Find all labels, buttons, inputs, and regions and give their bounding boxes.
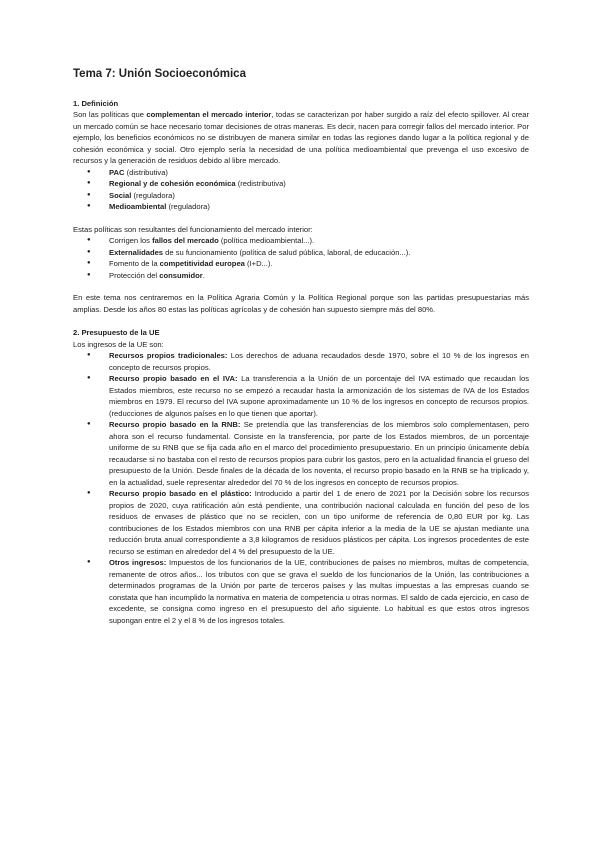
section-1-paragraph-1: Son las políticas que complementan el mercado interior, todas se caracterizan por haber surgido a raíz del efecto spillover. Al crear un mercado común se hace necesario tomar decisiones de otras maneras. Es decir, nacen para corregir fallos del mercado interior. Por ejemplo, los beneficios económicos no se distribuyen de manera similar en todas las regiones dando lugar a la política regional y de cohesión económica y social. Otro ejemplo sería la necesidad de una política medioambiental que prevenga el uso excesivo de recursos y la generación de residuos debido al libre mercado. (73, 110, 529, 166)
list-item: ● Medioambiental (reguladora) (73, 201, 529, 213)
section-1-paragraph-3: En este tema nos centraremos en la Política Agraria Común y la Política Regional porque son las partidas presupuestarias más amplias. Desde los años 80 estas las políticas agrícolas y de cohesión han supuesto siempre más del 80%. (73, 293, 529, 314)
list-item: ● Recurso propio basado en el IVA: La transferencia a la Unión de un porcentaje del IVA estimado que recaudan los Estados miembros, este recurso no se empezó a recaudar hasta la armonización de los sistemas de IVA de los Estados miembros en 1979. El recurso del IVA supone aproximadamente un 10 % de los ingresos en concepto de recursos propios. (reducciones de algunos países en lo que tienen que aportar). (73, 373, 529, 419)
list-item: ● Recurso propio basado en la RNB: Se pretendía que las transferencias de los miembros solo complementasen, pero ahora son el recurso fundamental. Consiste en la transferencia, por parte de los Estados miembros, de un porcentaje uniforme de su RNB que se fija cada año en el marco del procedimiento presupuestario. En un principio únicamente debía recaudarse si no bastaba con el resto de recursos propios para cubrir los gastos, pero en la actualidad financia el grueso del presupuesto de la Unión. Desde finales de la década de los noventa, el recurso propio basado en la RNB se ha triplicado y, en la actualidad, suele representar alrededor del 70 % de los ingresos en concepto de recursos propios. (73, 419, 529, 488)
section-2-heading: 2. Presupuesto de la UE (73, 328, 160, 338)
list-item: ● Recursos propios tradicionales: Los derechos de aduana recaudados desde 1970, sobre el 10 % de los ingresos en concepto de recursos propios. (73, 350, 529, 373)
list-item: ● Social (reguladora) (73, 190, 529, 202)
section-2-intro: Los ingresos de la UE son: (73, 339, 164, 349)
document-page (73, 68, 529, 626)
list-item: ● Externalidades de su funcionamiento (política de salud pública, laboral, de educación...). (73, 247, 529, 259)
section-1-heading: 1. Definición (73, 99, 119, 108)
policy-types-list (73, 167, 529, 213)
list-item: ● Protección del consumidor. (73, 270, 529, 282)
list-item: ● Fomento de la competitividad europea (I+D...). (73, 258, 529, 270)
eu-revenue-list (73, 350, 529, 626)
list-item: ● PAC (distributiva) (73, 167, 529, 179)
document-title: Tema 7: Unión Socioeconómica (73, 68, 246, 80)
list-item: ● Otros ingresos: Impuestos de los funcionarios de la UE, contribuciones de países no miembros, multas de competencia, remanente de otros años... los tributos con que se grava el sueldo de los funcionarios de la Unión, las contribuciones a determinados programas de la Unión por parte de terceros países y las multas impuestas a las empresas cuando se constata que han incumplido la normativa en materia de competencia u otras normas. El saldo de cada ejercicio, en caso de excedente, se consigna como ingreso en el presupuesto del año siguiente. Lo habitual es que estos otros ingresos supongan entre el 2 y el 8 % de los ingresos totales. (73, 557, 529, 626)
list-item: ● Corrigen los fallos del mercado (política medioambiental...). (73, 235, 529, 247)
market-functions-list (73, 235, 529, 281)
list-item: ● Regional y de cohesión económica (redistributiva) (73, 178, 529, 190)
section-1-paragraph-2: Estas políticas son resultantes del funcionamiento del mercado interior: (73, 224, 313, 234)
list-item: ● Recurso propio basado en el plástico: Introducido a partir del 1 de enero de 2021 por la Decisión sobre los recursos propios de 2020, cuya ratificación aún está pendiente, una contribución nacional calculada en función del peso de los residuos de envases de plástico que no se reciclen, con un tipo uniforme de referencia de 0,80 EUR por kg. Las contribuciones de los Estados miembros con una RNB per cápita inferior a la media de la UE se ajustan mediante una reducción bruta anual correspondiente a 3,8 kilogramos de residuos plásticos per cápita. Los ingresos procedentes de este recurso se estiman en alrededor del 4 % del presupuesto de la UE. (73, 488, 529, 557)
